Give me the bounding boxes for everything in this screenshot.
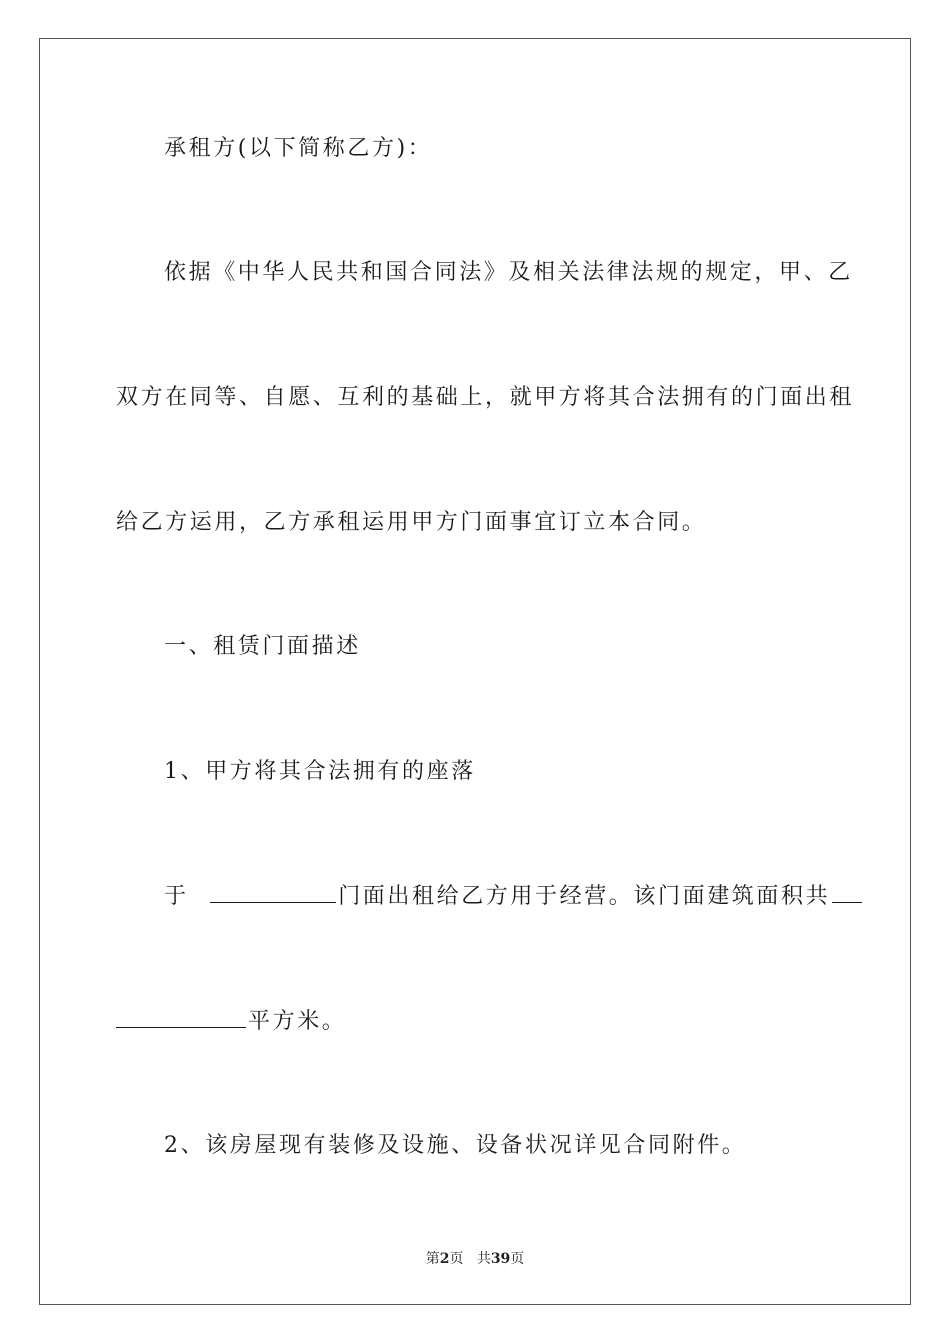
paragraph-preamble-line1: 依据《中华人民共和国合同法》及相关法律法规的规定，甲、乙: [164, 260, 853, 285]
clause-2: 2、该房屋现有装修及设施、设备状况详见合同附件。: [164, 1133, 747, 1158]
clause-1-prefix: 于: [164, 884, 189, 909]
paragraph-preamble-line2: 双方在同等、自愿、互利的基础上，就甲方将其合法拥有的门面出租: [116, 385, 855, 410]
section-heading-1: 一、租赁门面描述: [164, 634, 361, 659]
page-footer: [0, 1248, 950, 1268]
clause-1-middle: 门面出租给乙方用于经营。该门面建筑面积共: [338, 884, 831, 909]
footer-total-prefix: 共: [476, 1251, 491, 1267]
paragraph-preamble-line3: 给乙方运用，乙方承租运用甲方门面事宜订立本合同。: [116, 510, 707, 535]
page-border: [39, 38, 911, 1305]
footer-page-prefix: 第: [425, 1251, 440, 1267]
clause-1-unit: 平方米。: [248, 1009, 347, 1034]
location-blank-field: [210, 882, 336, 903]
footer-page-suffix: 页: [449, 1251, 464, 1267]
clause-1-line3: [116, 1007, 346, 1037]
area-blank-field-start: [832, 882, 862, 903]
footer-total-suffix: 页: [510, 1251, 525, 1267]
clause-1-line2: [164, 882, 862, 912]
footer-page-number: 2: [439, 1251, 450, 1267]
clause-1-line1: 1、甲方将其合法拥有的座落: [164, 759, 476, 784]
paragraph-lessee: 承租方(以下简称乙方)：: [164, 136, 433, 161]
footer-total-pages: 39: [490, 1251, 511, 1267]
area-blank-field-end: [116, 1007, 246, 1028]
